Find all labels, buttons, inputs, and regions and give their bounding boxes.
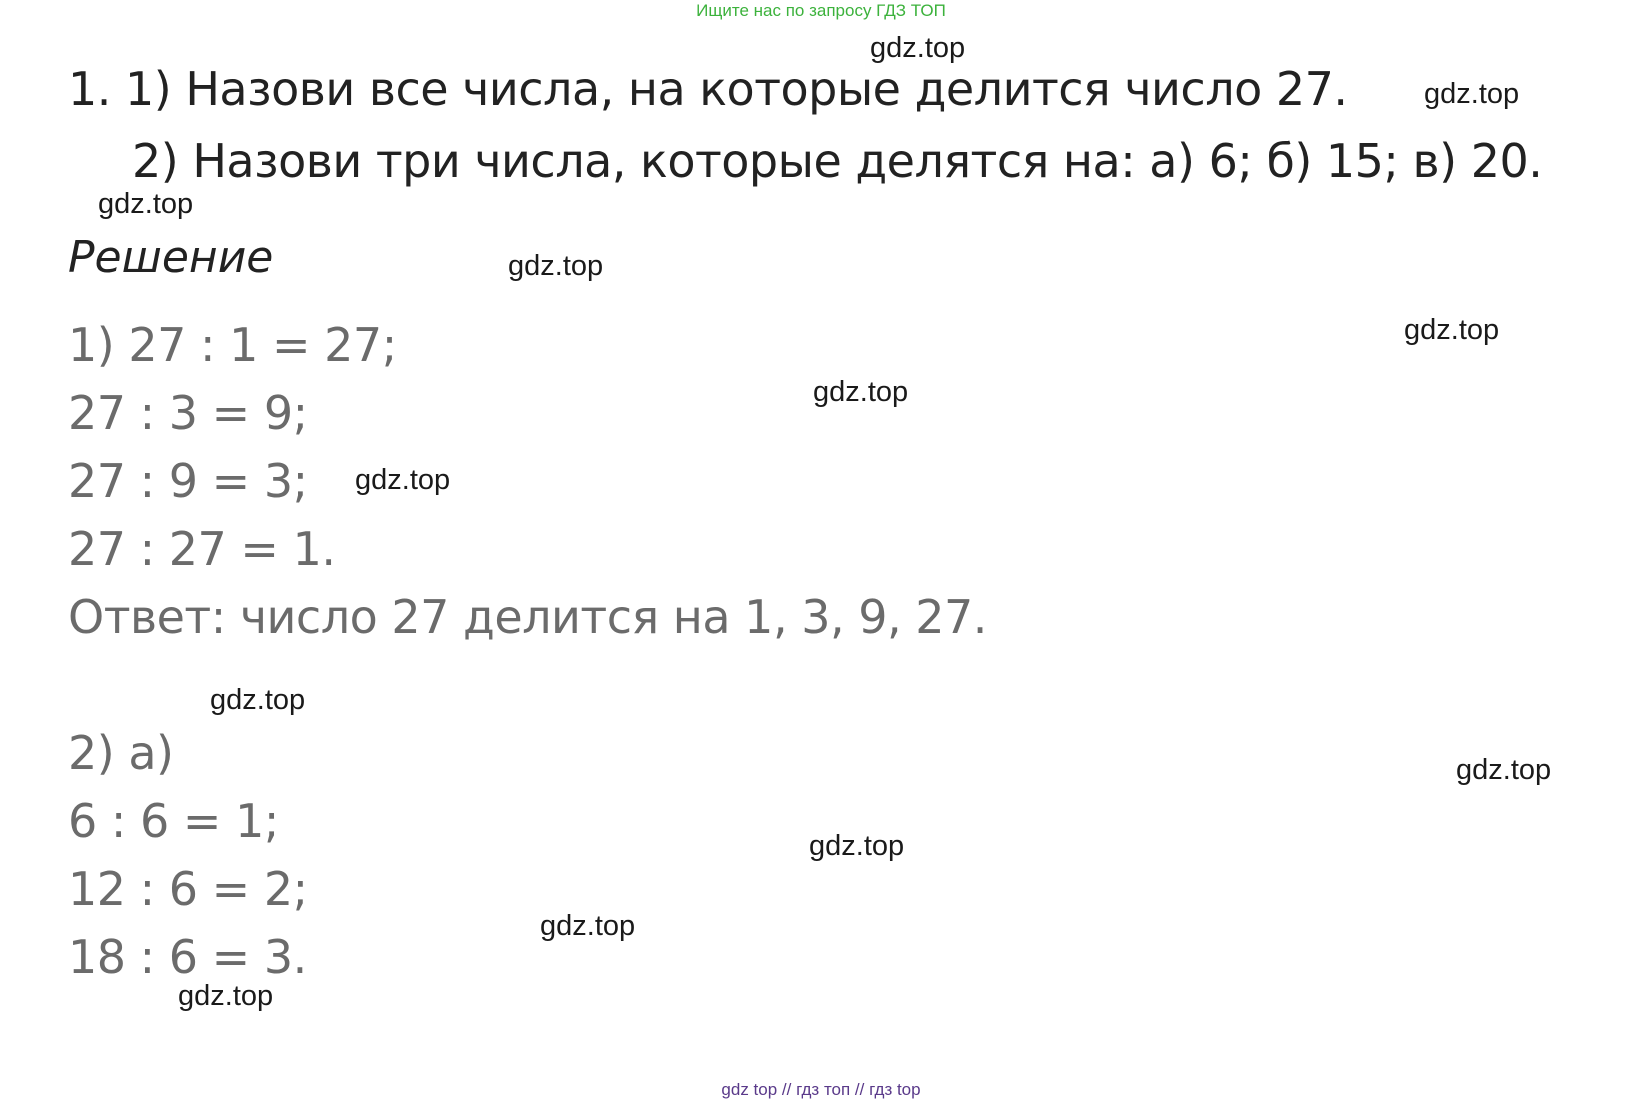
watermark: gdz.top bbox=[178, 980, 274, 1012]
answer-line: Ответ: число 27 делится на 1, 3, 9, 27. bbox=[68, 590, 987, 644]
watermark: gdz.top bbox=[1424, 78, 1520, 110]
top-banner: Ищите нас по запросу ГДЗ ТОП bbox=[696, 1, 946, 20]
watermark: gdz.top bbox=[210, 684, 306, 716]
solution-heading: Решение bbox=[68, 232, 274, 283]
watermark: gdz.top bbox=[98, 188, 194, 220]
watermark: gdz.top bbox=[809, 830, 905, 862]
solution-line: 27 : 3 = 9; bbox=[68, 386, 308, 440]
task-line-2: 2) Назови три числа, которые делятся на: а) 6; б) 15; в) 20. bbox=[132, 134, 1543, 188]
watermark: gdz.top bbox=[1404, 314, 1500, 346]
solution-line: 6 : 6 = 1; bbox=[68, 794, 279, 848]
task-line-1: 1. 1) Назови все числа, на которые делится число 27. bbox=[68, 62, 1348, 116]
watermark: gdz.top bbox=[355, 464, 451, 496]
watermark: gdz.top bbox=[508, 250, 604, 282]
solution-line: 27 : 27 = 1. bbox=[68, 522, 336, 576]
watermark: gdz.top bbox=[813, 376, 909, 408]
watermark: gdz.top bbox=[540, 910, 636, 942]
watermark: gdz.top bbox=[870, 32, 966, 64]
watermark: gdz.top bbox=[1456, 754, 1552, 786]
solution-line: 1) 27 : 1 = 27; bbox=[68, 318, 397, 372]
footer: gdz top // гдз топ // гдз top bbox=[721, 1080, 921, 1099]
solution-line: 27 : 9 = 3; bbox=[68, 454, 308, 508]
solution-line: 2) а) bbox=[68, 726, 174, 780]
solution-line: 12 : 6 = 2; bbox=[68, 862, 308, 916]
solution-line: 18 : 6 = 3. bbox=[68, 930, 307, 984]
